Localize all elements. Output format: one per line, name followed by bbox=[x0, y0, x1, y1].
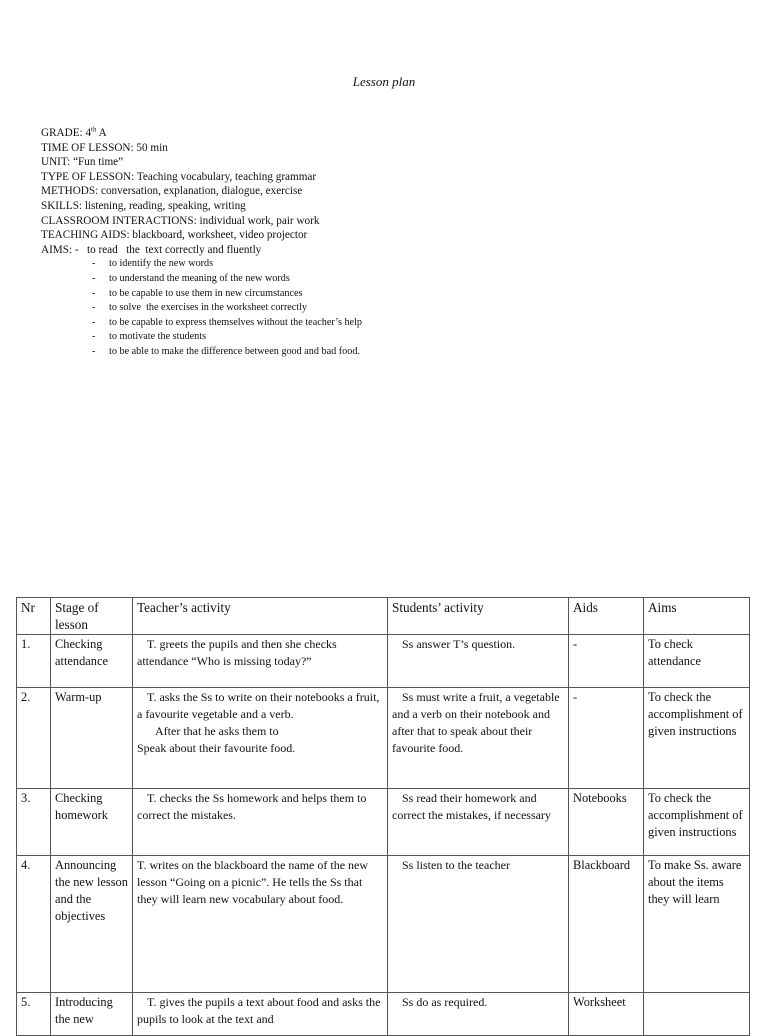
cell-aims bbox=[644, 993, 750, 1036]
header-teacher: Teacher’s activity bbox=[133, 598, 388, 635]
cell-teacher: T. checks the Ss homework and helps them to correct the mistakes. bbox=[133, 789, 388, 856]
aim-item: - to be capable to use them in new circumstances bbox=[92, 287, 303, 299]
aim-item: - to motivate the students bbox=[92, 331, 207, 343]
header-nr: Nr bbox=[17, 598, 51, 635]
header-students: Students’ activity bbox=[388, 598, 569, 635]
aims-list bbox=[41, 257, 721, 359]
cell-students: Ss read their homework and correct the mistakes, if necessary bbox=[388, 789, 569, 856]
table-row bbox=[17, 688, 750, 789]
table-row bbox=[17, 993, 750, 1036]
lesson-plan-table bbox=[16, 597, 750, 1036]
cell-nr: 1. bbox=[17, 635, 51, 688]
cell-teacher: T. asks the Ss to write on their notebooks a fruit, a favourite vegetable and a verb. After that he asks them to Speak about their favourite food. bbox=[133, 688, 388, 789]
header-aids: Aids bbox=[569, 598, 644, 635]
cell-students: Ss listen to the teacher bbox=[388, 856, 569, 993]
cell-stage: Announcing the new lesson and the objectives bbox=[51, 856, 133, 993]
cell-teacher: T. greets the pupils and then she checks attendance “Who is missing today?” bbox=[133, 635, 388, 688]
unit-line: UNIT: “Fun time” bbox=[41, 156, 124, 169]
cell-aims: To check attendance bbox=[644, 635, 750, 688]
cell-stage: Warm-up bbox=[51, 688, 133, 789]
time-line: TIME OF LESSON: 50 min bbox=[41, 141, 168, 154]
cell-students: Ss must write a fruit, a vegetable and a verb on their notebook and after that to speak about their favourite food. bbox=[388, 688, 569, 789]
cell-aids: - bbox=[569, 688, 644, 789]
table-header-row bbox=[17, 598, 750, 635]
cell-aims: To check the accomplishment of given instructions bbox=[644, 789, 750, 856]
table-row bbox=[17, 635, 750, 688]
header-aims: Aims bbox=[644, 598, 750, 635]
aim-item: - to be able to make the difference between good and bad food. bbox=[92, 345, 361, 357]
cell-nr: 4. bbox=[17, 856, 51, 993]
cell-aids: Notebooks bbox=[569, 789, 644, 856]
cell-nr: 2. bbox=[17, 688, 51, 789]
cell-stage: Checking attendance bbox=[51, 635, 133, 688]
lesson-header bbox=[41, 126, 721, 360]
cell-nr: 3. bbox=[17, 789, 51, 856]
cell-aims: To check the accomplishment of given instructions bbox=[644, 688, 750, 789]
table-row bbox=[17, 856, 750, 993]
cell-aids: - bbox=[569, 635, 644, 688]
cell-teacher: T. writes on the blackboard the name of the new lesson “Going on a picnic”. He tells the Ss that they will learn new vocabulary about food. bbox=[133, 856, 388, 993]
header-stage: Stage of lesson bbox=[51, 598, 133, 635]
cell-aids: Worksheet bbox=[569, 993, 644, 1036]
aim-item: - to solve the exercises in the worksheet correctly bbox=[92, 302, 308, 314]
interactions-line: CLASSROOM INTERACTIONS: individual work, pair work bbox=[41, 214, 320, 227]
cell-students: Ss do as required. bbox=[388, 993, 569, 1036]
aim-item: - to identify the new words bbox=[92, 258, 214, 270]
cell-nr: 5. bbox=[17, 993, 51, 1036]
cell-teacher: T. gives the pupils a text about food and asks the pupils to look at the text and bbox=[133, 993, 388, 1036]
aim-item: - to be capable to express themselves without the teacher’s help bbox=[92, 316, 363, 328]
aim-item: - to understand the meaning of the new words bbox=[92, 272, 290, 284]
cell-aids: Blackboard bbox=[569, 856, 644, 993]
cell-stage: Checking homework bbox=[51, 789, 133, 856]
cell-aims: To make Ss. aware about the items they will learn bbox=[644, 856, 750, 993]
methods-line: METHODS: conversation, explanation, dialogue, exercise bbox=[41, 185, 303, 198]
aims-intro-line: AIMS: - to read the text correctly and fluently bbox=[41, 243, 262, 256]
grade-line: GRADE: 4th A bbox=[41, 125, 107, 139]
cell-students: Ss answer T’s question. bbox=[388, 635, 569, 688]
skills-line: SKILLS: listening, reading, speaking, writing bbox=[41, 199, 246, 212]
aids-line: TEACHING AIDS: blackboard, worksheet, video projector bbox=[41, 229, 308, 242]
cell-stage: Introducing the new bbox=[51, 993, 133, 1036]
type-line: TYPE OF LESSON: Teaching vocabulary, teaching grammar bbox=[41, 170, 317, 183]
document-title: Lesson plan bbox=[352, 74, 416, 89]
table-row bbox=[17, 789, 750, 856]
